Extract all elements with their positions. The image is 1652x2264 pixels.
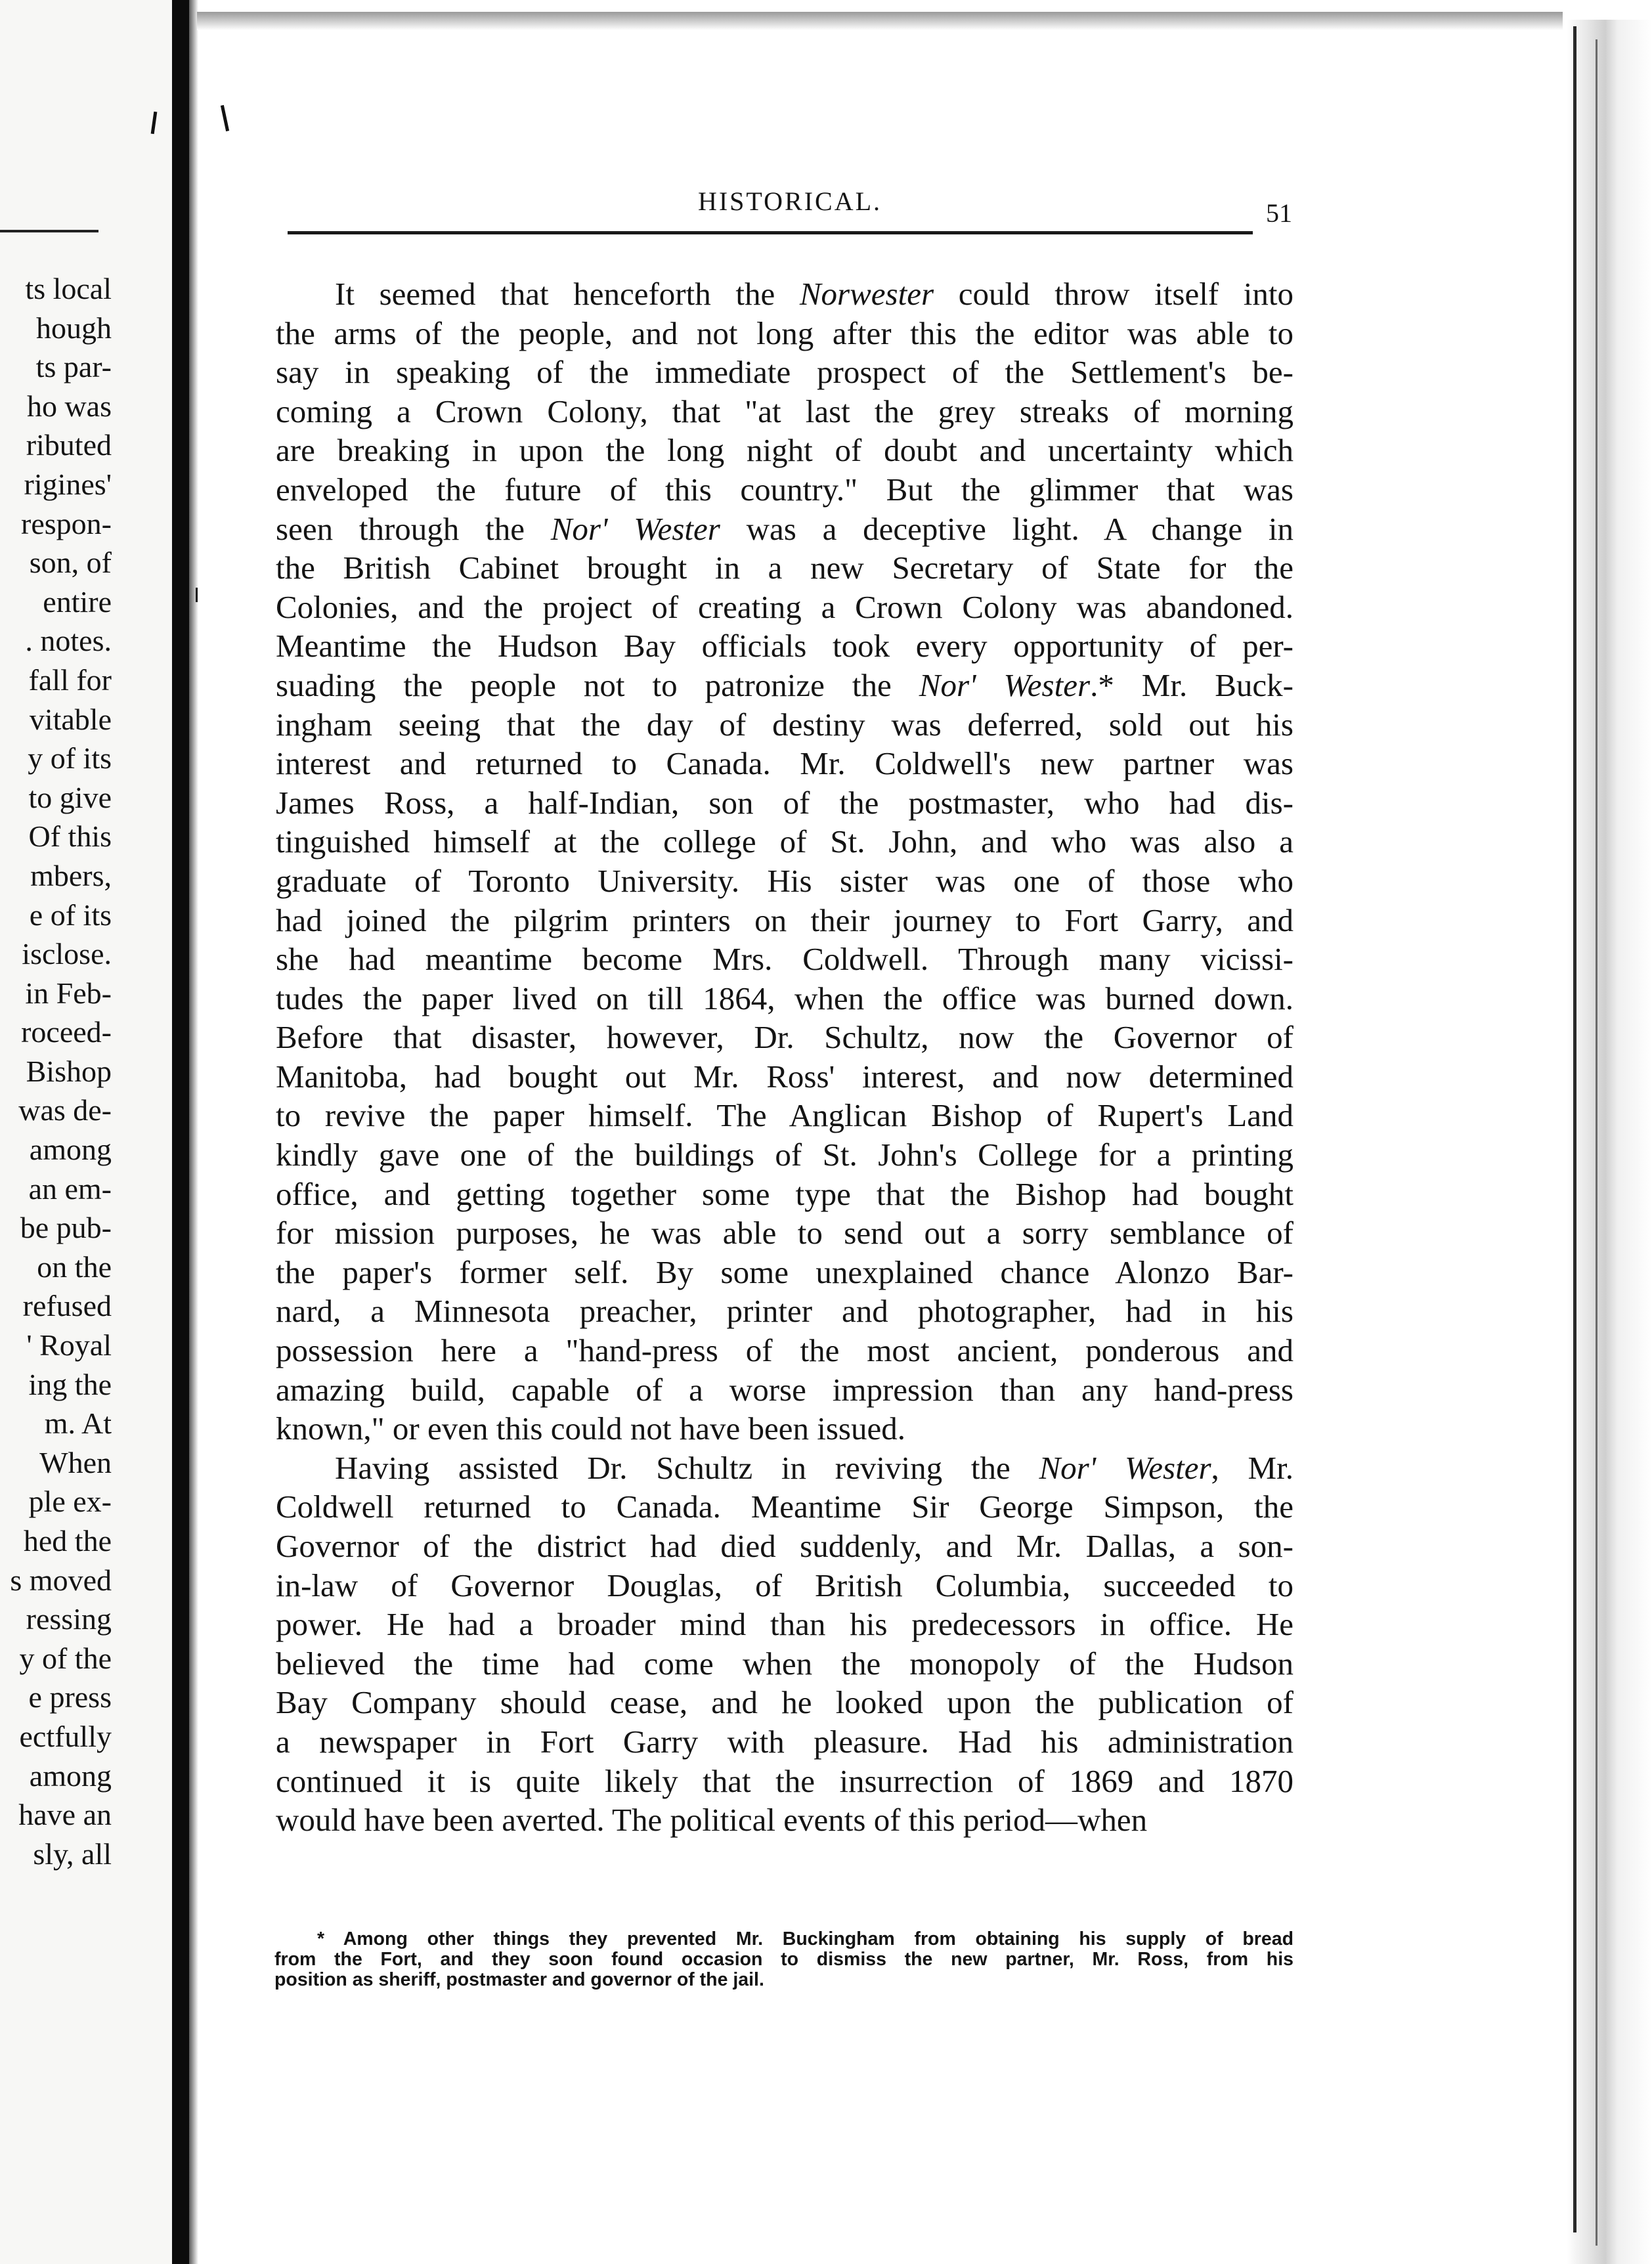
left-page-line: ributed [26, 428, 112, 462]
left-page-line: have an [18, 1798, 112, 1832]
left-page-line: y of its [28, 741, 112, 775]
text-line: power. He had a broader mind than his predecessors in office. He [276, 1606, 1293, 1643]
header-rule [288, 231, 1253, 234]
left-page-line: e press [28, 1680, 112, 1714]
left-page-line: . notes. [25, 624, 112, 658]
right-page-edge [1567, 20, 1652, 2264]
left-page-line: ' Royal [26, 1328, 112, 1362]
left-page-line: ing the [28, 1367, 112, 1401]
left-page-line: among [29, 1758, 112, 1793]
text-line: suading the people not to patronize the Nor' Wester.* Mr. Buck- [276, 666, 1293, 703]
left-page-line: sly, all [33, 1837, 112, 1871]
left-page-line: among [29, 1133, 112, 1167]
text-line: she had meantime become Mrs. Coldwell. Through many vicissi- [276, 941, 1293, 978]
left-page-line: respon- [21, 506, 112, 540]
left-page-text [10, 269, 112, 1873]
text-line: Coldwell returned to Canada. Meantime Sir George Simpson, the [276, 1489, 1293, 1525]
left-page-line: isclose. [22, 937, 112, 971]
text-line: would have been averted. The political events of this period—when [276, 1802, 1148, 1839]
text-line: seen through the Nor' Wester was a deceptive light. A change in [276, 510, 1293, 547]
text-line: Bay Company should cease, and he looked upon the publication of [276, 1684, 1293, 1721]
scan-mark [221, 105, 229, 131]
text-line: office, and getting together some type that the Bishop had bought [276, 1175, 1293, 1212]
left-page-line: be pub- [20, 1211, 112, 1245]
text-line: interest and returned to Canada. Mr. Coldwell's new partner was [276, 745, 1293, 782]
left-page-line: Bishop [26, 1054, 112, 1088]
page-edge-line [1573, 26, 1576, 2232]
text-line: say in speaking of the immediate prospect of the Settlement's be- [276, 354, 1293, 391]
left-page-line: vitable [29, 702, 112, 736]
left-page-rule [0, 230, 98, 232]
left-page-line: ressing [26, 1602, 112, 1636]
book-gutter [172, 0, 189, 2264]
page-edge-line-inner [1596, 39, 1598, 2246]
left-page-line: ectfully [19, 1719, 112, 1753]
left-page-line: hed the [23, 1524, 112, 1557]
left-page-line: entire [43, 584, 112, 619]
text-line: the British Cabinet brought in a new Secretary of State for the [276, 550, 1293, 586]
text-line: in-law of Governor Douglas, of British Columbia, succeeded to [276, 1567, 1293, 1603]
footnote-line: position as sheriff, postmaster and governor of the jail. [274, 1969, 764, 1990]
text-line: amazing build, capable of a worse impression than any hand-press [276, 1371, 1293, 1408]
left-page-line: son, of [29, 546, 112, 580]
left-page-line: s moved [10, 1563, 112, 1597]
text-line: are breaking in upon the long night of doubt and uncertainty which [276, 432, 1293, 469]
left-page-line: ts local [25, 272, 112, 305]
left-page-line: ts par- [35, 350, 112, 384]
left-page-line: hough [36, 311, 112, 345]
left-page-line: to give [28, 780, 112, 814]
footnote [274, 1929, 1293, 1990]
text-line: to revive the paper himself. The Anglican Bishop of Rupert's Land [276, 1097, 1293, 1134]
text-line: coming a Crown Colony, that "at last the grey streaks of morning [276, 393, 1293, 429]
scan-mark [196, 588, 198, 602]
left-page-line: refused [22, 1289, 112, 1323]
left-page-line: was de- [18, 1093, 112, 1127]
left-page-fragment [0, 0, 172, 2264]
left-page-line: rigines' [24, 467, 112, 501]
page-header [288, 185, 1292, 231]
text-line: tudes the paper lived on till 1864, when the office was burned down. [276, 980, 1293, 1016]
page-top-edge [197, 12, 1563, 30]
text-line: nard, a Minnesota preacher, printer and photographer, had in his [276, 1293, 1293, 1330]
text-line: the arms of the people, and not long after this the editor was able to [276, 315, 1293, 351]
text-line: enveloped the future of this country." But the glimmer that was [276, 471, 1293, 508]
text-line: Manitoba, had bought out Mr. Ross' interest, and now determined [276, 1058, 1293, 1095]
text-line: James Ross, a half-Indian, son of the postmaster, who had dis- [276, 784, 1293, 821]
text-line: the paper's former self. By some unexplained chance Alonzo Bar- [276, 1253, 1293, 1290]
left-page-line: fall for [28, 663, 112, 697]
text-line: had joined the pilgrim printers on their journey to Fort Garry, and [276, 902, 1293, 938]
text-line: continued it is quite likely that the insurrection of 1869 and 1870 [276, 1762, 1293, 1799]
left-page-line: mbers, [30, 858, 112, 892]
text-line: It seemed that henceforth the Norwester could throw itself into [335, 276, 1293, 312]
body-text [276, 274, 1293, 1840]
left-page-line: ple ex- [28, 1485, 112, 1519]
footnote-line: from the Fort, and they soon found occasion to dismiss the new partner, Mr. Ross, from his [274, 1949, 1293, 1970]
text-line: a newspaper in Fort Garry with pleasure. Had his administration [276, 1723, 1293, 1760]
left-page-line: an em- [28, 1171, 112, 1206]
left-page-line: in Feb- [25, 976, 112, 1010]
text-line: Having assisted Dr. Schultz in reviving the Nor' Wester, Mr. [335, 1449, 1293, 1486]
text-line: Colonies, and the project of creating a Crown Colony was abandoned. [276, 588, 1293, 625]
left-page-line: on the [37, 1250, 112, 1284]
left-page-line: Of this [28, 819, 112, 854]
text-line: for mission purposes, he was able to send out a sorry semblance of [276, 1215, 1293, 1252]
text-line: graduate of Toronto University. His sister was one of those who [276, 862, 1293, 899]
text-line: kindly gave one of the buildings of St. John's College for a printing [276, 1137, 1293, 1173]
left-page-line: roceed- [21, 1015, 112, 1049]
text-line: possession here a "hand-press of the most ancient, ponderous and [276, 1332, 1293, 1369]
running-head: HISTORICAL. [697, 186, 882, 216]
text-line: Before that disaster, however, Dr. Schultz, now the Governor of [276, 1019, 1293, 1056]
text-line: Governor of the district had died suddenly, and Mr. Dallas, a son- [276, 1528, 1293, 1564]
text-line: tinguished himself at the college of St. John, and who was also a [276, 823, 1293, 860]
left-page-line: e of its [29, 898, 112, 932]
page-number: 51 [1266, 198, 1292, 228]
gutter-shadow [189, 0, 198, 2264]
text-line: Meantime the Hudson Bay officials took every opportunity of per- [276, 628, 1293, 664]
text-line: ingham seeing that the day of destiny was deferred, sold out his [276, 706, 1293, 743]
left-page-line: y of the [19, 1641, 112, 1675]
left-page-line: When [39, 1445, 112, 1479]
left-page-line: ho was [26, 389, 112, 423]
footnote-line: * Among other things they prevented Mr. Buckingham from obtaining his supply of bread [317, 1928, 1293, 1949]
left-page-line: m. At [44, 1406, 112, 1441]
text-line: known," or even this could not have been issued. [276, 1410, 905, 1447]
text-line: believed the time had come when the monopoly of the Hudson [276, 1645, 1293, 1682]
